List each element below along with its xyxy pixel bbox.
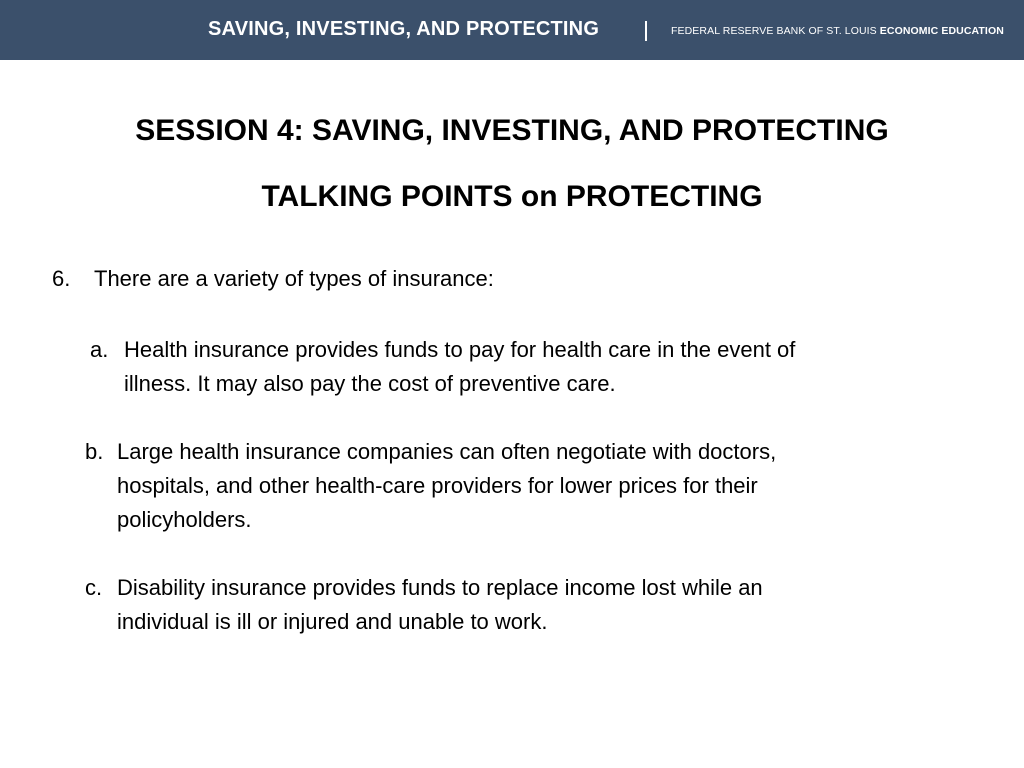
list-item-line: Health insurance provides funds to pay for health care in the event of [124, 337, 796, 362]
header-org [671, 25, 1004, 37]
list-item-letter: c. [85, 575, 103, 600]
list-item-c [85, 571, 945, 641]
list-item-text [124, 333, 795, 401]
list-item-text [117, 571, 763, 639]
list-item-line: Disability insurance provides funds to replace income lost while an [117, 575, 763, 600]
list-item-line: Large health insurance companies can often negotiate with doctors, [117, 439, 777, 464]
header-divider [645, 21, 647, 41]
subtitle: TALKING POINTS on PROTECTING [261, 180, 763, 213]
header-bar [0, 0, 1024, 60]
point-6 [52, 266, 494, 292]
point-number: 6. [52, 266, 71, 291]
list-item-line: hospitals, and other health-care providers for lower prices for their [117, 473, 758, 498]
list-item-a [90, 333, 950, 403]
list-item-line: illness. It may also pay the cost of preventive care. [124, 371, 616, 396]
list-item-text [117, 435, 776, 537]
list-item-line: individual is ill or injured and unable to work. [117, 609, 548, 634]
point-text: There are a variety of types of insurance: [94, 266, 494, 291]
header-org-bold: ECONOMIC EDUCATION [879, 25, 1004, 37]
list-item-b [85, 435, 945, 539]
list-item-letter: b. [85, 439, 104, 464]
list-item-letter: a. [90, 337, 109, 362]
header-org-regular: FEDERAL RESERVE BANK OF ST. LOUIS [671, 25, 880, 37]
list-item-line: policyholders. [117, 507, 252, 532]
header-title: SAVING, INVESTING, AND PROTECTING [208, 18, 600, 40]
session-title: SESSION 4: SAVING, INVESTING, AND PROTECTING [135, 114, 889, 147]
